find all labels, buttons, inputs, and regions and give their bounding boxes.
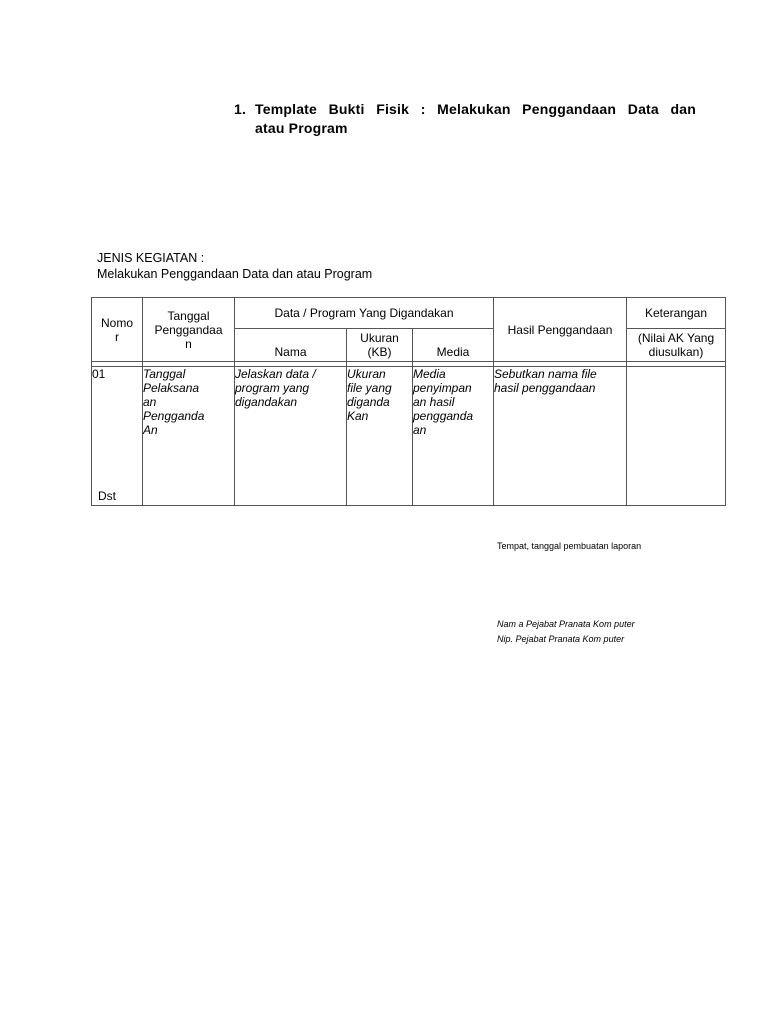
- header-hasil: Hasil Penggandaan: [494, 298, 627, 362]
- cell-nama: Jelaskan data / program yang digandakan: [235, 367, 347, 506]
- official-name-line: Nam a Pejabat Pranata Kom puter: [497, 619, 635, 629]
- heading-line-2: atau Program: [255, 120, 348, 136]
- cell-dst: Dst: [98, 489, 116, 503]
- activity-type-label: JENIS KEGIATAN :: [97, 251, 205, 265]
- cell-hasil: Sebutkan nama file hasil penggandaan: [494, 367, 627, 506]
- header-media: Media: [413, 329, 494, 362]
- cell-nomor: 01 Dst: [92, 367, 143, 506]
- evidence-table: [91, 297, 726, 506]
- document-heading: [234, 100, 696, 138]
- cell-media: Media penyimpan an hasil pengganda an: [413, 367, 494, 506]
- header-nomor: Nomo r: [92, 298, 143, 362]
- header-nama: Nama: [235, 329, 347, 362]
- header-keterangan: Keterangan: [627, 298, 726, 329]
- heading-number: 1.: [234, 101, 247, 117]
- place-date-line: Tempat, tanggal pembuatan laporan: [497, 541, 642, 551]
- table-row: [92, 367, 726, 506]
- header-data-program: Data / Program Yang Digandakan: [235, 298, 494, 329]
- cell-tanggal: Tanggal Pelaksana an Pengganda An: [143, 367, 235, 506]
- heading-line-1: Template Bukti Fisik : Melakukan Penggandaan Data dan: [255, 101, 696, 117]
- cell-ukuran: Ukuran file yang diganda Kan: [347, 367, 413, 506]
- header-nilai: (Nilai AK Yang diusulkan): [627, 329, 726, 362]
- header-tanggal: Tanggal Penggandaa n: [143, 298, 235, 362]
- official-nip-line: Nip. Pejabat Pranata Kom puter: [497, 634, 625, 644]
- cell-keterangan: [627, 367, 726, 506]
- activity-type-value: Melakukan Penggandaan Data dan atau Program: [97, 267, 373, 281]
- activity-type-block: [97, 250, 372, 282]
- header-ukuran: Ukuran (KB): [347, 329, 413, 362]
